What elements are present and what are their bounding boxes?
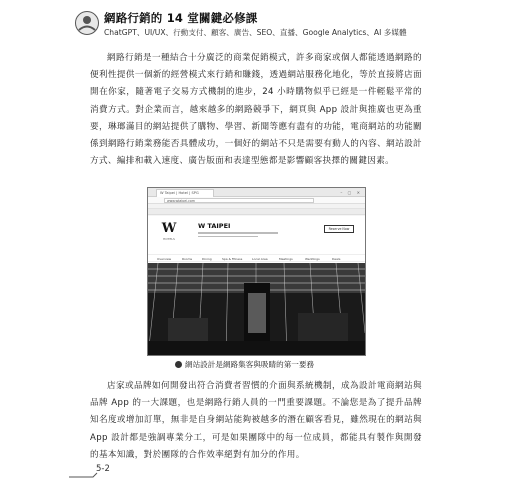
website-nav (148, 254, 365, 262)
w-hotels-logo: W (161, 221, 177, 236)
figure-caption (175, 359, 314, 370)
reserve-button: Reserve Now (324, 225, 354, 233)
book-subtitle: ChatGPT、UI/UX、行動支付、顧客、廣告、SEO、直播、Google Analytics、AI 多媒體 (104, 28, 407, 37)
body-paragraph-2: 店家或品牌如何開發出符合消費者習慣的介面與系統機制，成為設計電商網站與品牌 App 的一大課題，也是網路行銷人員的一門重要課題。不論您是為了提升品牌知名度或增加訂單，無非是自身網站能夠被越多的潛在顧客看見，雖然現在的網站與 App 設計都是強調專業分工，可是如果團隊中的每一位成員，都能具有製作與開發的基本知識，對於團隊的合作效率絕對有加分的作用。 (90, 381, 422, 460)
browser-address-bar (148, 197, 365, 204)
website-nav-item: Weddings (305, 257, 320, 261)
website-nav-item: Overview (157, 257, 172, 261)
book-logo-icon (74, 10, 100, 36)
website-nav-item: Deals (332, 257, 341, 261)
website-nav-item: Dining (202, 257, 212, 261)
hotel-hero-photo (148, 263, 365, 356)
website-nav-item: Meetings (279, 257, 293, 261)
website-name: W TAIPEI (198, 222, 231, 230)
browser-titlebar (148, 188, 365, 197)
w-hotels-logo-sub: HOTELS (163, 237, 175, 241)
website-nav-item: Rooms (182, 257, 193, 261)
browser-tab: W Taipei | Hotel | SPG (156, 189, 214, 197)
body-paragraph-1: 網路行銷是一種結合十分廣泛的商業促銷模式，許多商家或個人都能透過網路的便利性提供一個新的經營模式來行銷和賺錢，透過網站服務化地化，等於直接將店面開在你家，隨著電子交易方式機制的進步，24 小時購物似乎已經是一件輕鬆平常的消費方式。對企業而言，越來越多的網路競爭下，網頁與 App 設計與推廣也更為重要，琳瑯滿目的網站提供了購物、學習、新聞等應有盡有的功能，電商網站的功能關係到網路行銷業務能否具體成功，一個好的網站不只是需要有動人的內容、網站設計方式、編排和載入速度、廣告版面和表達型態都是影響顧客抉擇的關鍵因素。 (90, 53, 422, 167)
site-topbar (148, 209, 365, 215)
caption-bullet-icon (175, 361, 182, 368)
page-number: 5-2 (96, 464, 110, 474)
website-screenshot-figure (147, 187, 366, 356)
window-controls-icon: – ▢ ✕ (340, 190, 362, 195)
website-header (148, 216, 365, 254)
page-header (74, 8, 494, 42)
book-title: 網路行銷的 14 堂關鍵必修課 (104, 11, 258, 25)
website-page (148, 216, 365, 356)
website-nav-item: Local Area (252, 257, 268, 261)
website-nav-item: Spa & Fitness (222, 257, 243, 261)
browser-url: www.wtaipei.com (164, 198, 314, 203)
website-address-lines (198, 232, 288, 239)
figure-caption-text: 網站設計是網路集客與吸睛的第一要務 (185, 360, 315, 369)
